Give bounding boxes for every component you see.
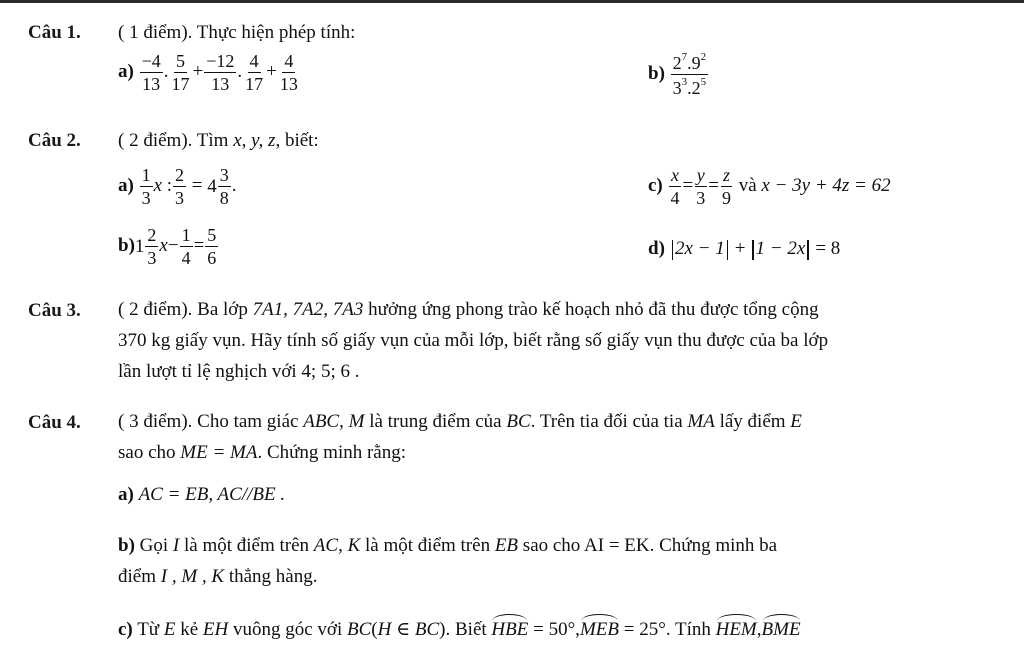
q4b-text: b) Gọi I là một điểm trên AC, K là một điểm trên EB sao cho AI = EK. Chứng minh ba điểm I , M , K thẳng hàng.	[118, 535, 778, 587]
angle-hbe: HBE	[491, 619, 529, 640]
q2-vars: x, y, z	[233, 130, 276, 151]
q1-label: Câu 1.	[28, 22, 81, 43]
q1b-expression	[648, 52, 709, 97]
q1a-label: a)	[118, 60, 134, 82]
q1b-label: b)	[648, 62, 665, 84]
q1a-frac2: $\frac{5}{17}$	[171, 51, 190, 94]
q1-text: ( 1 điểm). Thực hiện phép tính:	[118, 22, 356, 43]
q2b-expression: b) 1 $\frac{2}{3}$ x− $\frac{1}{4}$ = $\frac{5}{6}$	[118, 225, 217, 268]
top-border	[0, 0, 1024, 3]
angle-bme: BME	[761, 619, 801, 640]
q3-text: ( 2 điểm). Ba lớp 7A1, 7A2, 7A3 hưởng ứng phong trào kế hoạch nhỏ đã thu được tổng cộng 370 kg giấy vụn. Hãy tính số giấy vụn của mỗi lớp, biết rằng số giấy vụn thu được của ba lớp lần lượt tỉ lệ nghịch với 4; 5; 6 .	[118, 299, 829, 382]
q1a-frac3: $\frac{-12}{13}$	[206, 51, 235, 94]
q2-text: ( 2 điểm). Tìm x, y, z, biết:	[118, 130, 319, 151]
q1a-frac1: $\frac{-4}{13}$	[141, 51, 161, 94]
angle-meb: MEB	[579, 619, 619, 640]
q1b-frac: $\frac{2^7.9^2}{3^3.2^5}$	[672, 51, 707, 98]
angle-hem: HEM	[715, 619, 757, 640]
q1a-frac4: $\frac{4}{17}$	[245, 51, 264, 94]
q3-label: Câu 3.	[28, 300, 81, 321]
q2-label: Câu 2.	[28, 130, 81, 151]
q4-label: Câu 4.	[28, 412, 81, 433]
q1a-frac5: $\frac{4}{13}$	[279, 51, 298, 94]
q2c-expression: c) $\frac{x}{4}$ = $\frac{y}{3}$ = $\frac{z}{9}$ và x − 3y + 4z = 62	[648, 165, 891, 208]
q2d-expression: d) 2x − 1 + 1 − 2x = 8	[648, 238, 841, 259]
q4a-text: a) AC = EB, AC//BE .	[118, 484, 286, 505]
q4-text: ( 3 điểm). Cho tam giác ABC, M là trung điểm của BC. Trên tia đối của tia MA lấy điểm E sao cho ME = MA. Chứng minh rằng:	[118, 411, 802, 463]
q2a-expression: a) $\frac{1}{3}$ x : $\frac{2}{3}$ = 4 $\frac{3}{8}$ .	[118, 165, 237, 208]
q4c-text: c) Từ E kẻ EH vuông góc với BC(H ∈ BC). Biết HBE = 50°,MEB = 25°. Tính HEM,BME	[118, 619, 801, 640]
q1a-expression: a) $\frac{-4}{13}$ . $\frac{5}{17}$ + $\frac{-12}{13}$ . $\frac{4}{17}$ + $\frac{4}{13}$	[118, 51, 298, 94]
